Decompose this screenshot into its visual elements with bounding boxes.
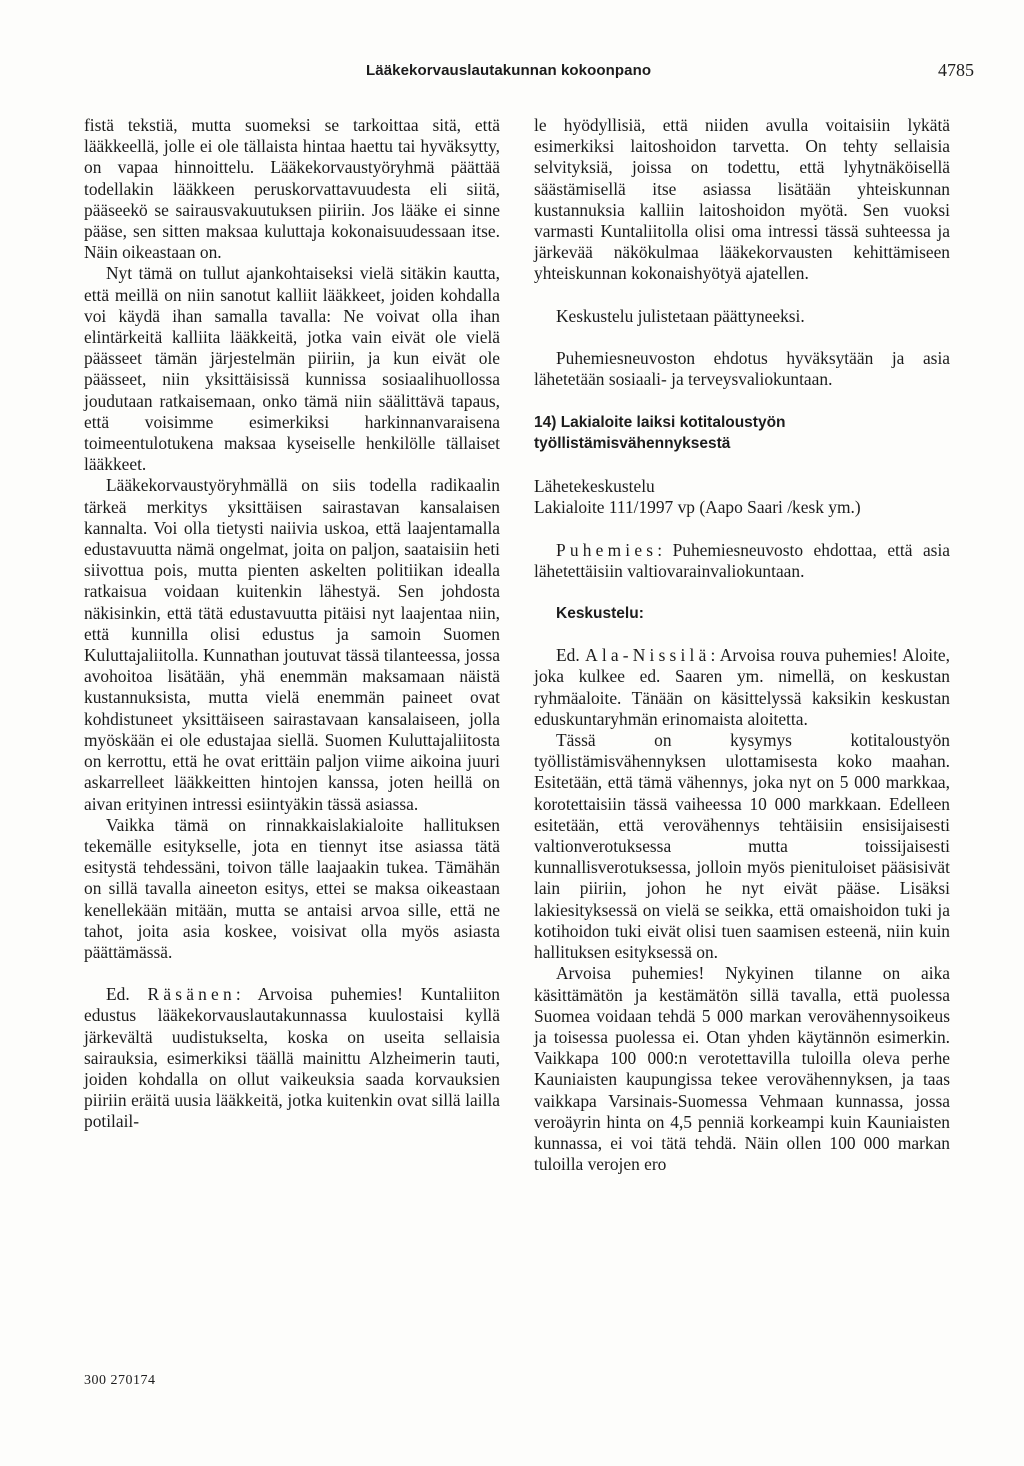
- paragraph: Lääkekorvaustyöryhmällä on siis todella radikaalin tärkeä merkitys yksittäisen sairastavan kansalaisen kannalta. Voi olla tietysti naiivia uskoa, että laajentamalla edustavuutta nämä ongelmat, joita on paljon, saataisiin heti siivottua pois, mutta pienten askelten politiikan idealla ratkaisua voidaan kuitenkin lähestyä. Sen johdosta näkisinkin, että tätä edustavuutta pitäisi nyt laajentaa niin, että kunnilla olisi edustus ja samoin Suomen Kuluttajaliitolla. Kunnathan joutuvat tässä tilanteessa, jossa avohoitoa lisätään, yhä enemmän maksamaan näistä kustannuksista, mutta vielä enemmän paineet ovat kohdistuneet yksittäiseen sairastavaan kansalaiseen, jolla myöskään ei ole edustajaa siellä. Suomen Kuluttajaliitosta on kerrottu, että he ovat erittäin paljon viime aikoina juuri askarrelleet lääkkeitten hintojen kanssa, joten heillä on aivan erityinen intressi esiintyäkin tässä asiassa.: [84, 475, 500, 814]
- paragraph: Tässä on kysymys kotitaloustyön työllistämisvähennyksen ulottamisesta koko maahan. Esitetään, että tämä vähennys, joka nyt on 5 000 markkaa, korotettaisiin tässä vaiheessa 10 000 markkaan. Edelleen esitetään, että verovähennys tehtäisiin ensisijaisesti valtionverotuksessa mutta toissijaisesti kunnallisverotuksessa, jolloin myös pienituloiset pääsisivät lain piiriin, johon he nyt eivät pääse. Lisäksi lakiesityksessä on vielä se seikka, että omaishoidon tuki ja kotihoidon tuki eivät olisi tuen saamisen esteenä, niin kuin hallituksen esityksessä on.: [534, 730, 950, 963]
- page-number: 4785: [938, 60, 974, 80]
- speech-text: : Arvoisa rouva puhemies! Aloite, joka kulkee ed. Saaren ym. nimellä, on keskustan ryhmäaloite. Tänään on käsittelyssä kaksikin keskustan eduskuntaryhmän erinomaista aloitetta.: [534, 645, 950, 729]
- running-header-title: Lääkekorvauslautakunnan kokoonpano: [366, 62, 652, 79]
- speech-paragraph: [534, 645, 950, 730]
- chair-name: Puhemies: [556, 539, 658, 560]
- left-column: [84, 115, 500, 1133]
- decision-paragraph: Puhemiesneuvoston ehdotus hyväksytään ja asia lähetetään sosiaali- ja terveysvaliokuntaan.: [534, 347, 950, 390]
- initiative-reference: Lakialoite 111/1997 vp (Aapo Saari /kesk ym.): [534, 497, 861, 518]
- speaker-name: Räsänen: [147, 984, 236, 1005]
- speaker-prefix: Ed.: [556, 645, 580, 666]
- section-heading: 14) Lakialoite laiksi kotitaloustyön työllistämisvähennyksestä: [534, 414, 786, 453]
- right-column: [534, 115, 950, 1175]
- paragraph: Nyt tämä on tullut ajankohtaiseksi vielä sitäkin kautta, että meillä on niin sanotut kalliit lääkkeet, joiden kohdalla voi käydä ihan samalla tavalla: Ne voivat olla ihan elintärkeitä kalliita lääkkeitä, jotka vain eivät ole vielä päässeet tämän järjestelmän piiriin, ja kun eivät ole päässeet, niin yksittäisissä kunnissa sosiaalihuollossa joudutaan ratkaisemaan, onko tämä niin säälittävä tapaus, että voisimme esimerkiksi harkinnanvaraisena toimeentulotukena maksaa kyseiselle henkilölle tällaiset lääkkeet.: [84, 263, 500, 475]
- discussion-label: Keskustelu:: [556, 605, 644, 623]
- decision-paragraph: Keskustelu julistetaan päättyneeksi.: [556, 305, 805, 326]
- paragraph: fistä tekstiä, mutta suomeksi se tarkoittaa sitä, että lääkkeellä, jolle ei ole tällaista hintaa haettu tai hyväksytty, on vapaa hinnoittelu. Lääkekorvaustyöryhmä päättää todellakin lääkkeen peruskorvattavuudesta eli siitä, pääseekö se sairausvakuutuksen piiriin. Jos lääke ei sinne pääse, sen sitten maksaa kuluttaja kokonaisuudessaan itse. Näin oikeastaan on.: [84, 115, 500, 263]
- footer-print-code: 300 270174: [84, 1373, 156, 1388]
- chair-text: : Puhemiesneuvosto ehdottaa, että asia lähetettäisiin valtiovarainvaliokuntaan.: [534, 539, 950, 581]
- speaker-name: Ala-Nissilä: [585, 645, 711, 666]
- chair-statement: [534, 540, 950, 582]
- speech-paragraph: [84, 984, 500, 1132]
- speaker-prefix: Ed.: [106, 984, 130, 1005]
- speech-text: : Arvoisa puhemies! Kuntaliiton edustus lääkekorvauslautakunnassa kuulostaisi kyllä järkevältä uudistukselta, koska on useita sellaisia sairauksia, esimerkiksi täällä mainittu Alzheimerin tauti, joiden kohdalla on ollut vaikeuksia saada korvauksien piiriin eräitä uusia lääkkeitä, jotka kuitenkin ovat sillä lailla potilail-: [84, 984, 500, 1132]
- paragraph: Vaikka tämä on rinnakkaislakialoite hallituksen tekemälle esitykselle, jota en tiennyt itse asiassa tätä esitystä tehdessäni, toivon tälle laajaakin tukea. Tämähän on sillä tavalla aineeton esitys, ettei se maksa oikeastaan kenellekään mitään, mutta se antaisi arvoa sille, että ne tahot, joita asia koskee, voisivat olla myös asiasta päättämässä.: [84, 814, 500, 962]
- paragraph: le hyödyllisiä, että niiden avulla voitaisiin lykätä esimerkiksi laitoshoidon tarvetta. On tehty sellaisia selvityksiä, joissa on todettu, että lyhytnäköisellä säästämisellä itse asiassa lisätään yhteiskunnan kustannuksia kalliin laitoshoidon myötä. Sen vuoksi varmasti Kuntaliitolla olisi oma intressi tässä suhteessa ja järkevää näkökulmaa lääkekorvausten kehittämiseen yhteiskunnan kokonaishyötyä ajatellen.: [534, 115, 950, 284]
- debate-type: Lähetekeskustelu: [534, 476, 655, 497]
- paragraph: Arvoisa puhemies! Nykyinen tilanne on aika käsittämätön ja kestämätön sillä tavalla, että puolessa Suomea voidaan tehdä 5 000 markan verovähennysoikeus ja toisessa puolessa ei. Otan yhden käytännön esimerkin. Vaikkapa 100 000:n verotettavilla tuloilla oleva perhe Kauniaisten kaupungissa tekee verovähennyksen, ja taas vaikkapa Varsinais-Suomessa Vehmaan kunnassa, jossa veroäyrin hinta on 4,5 penniä korkeampi kuin Kauniaisten kunnassa, ei voi tätä tehdä. Näin ollen 100 000 markan tuloilla verojen ero: [534, 963, 950, 1175]
